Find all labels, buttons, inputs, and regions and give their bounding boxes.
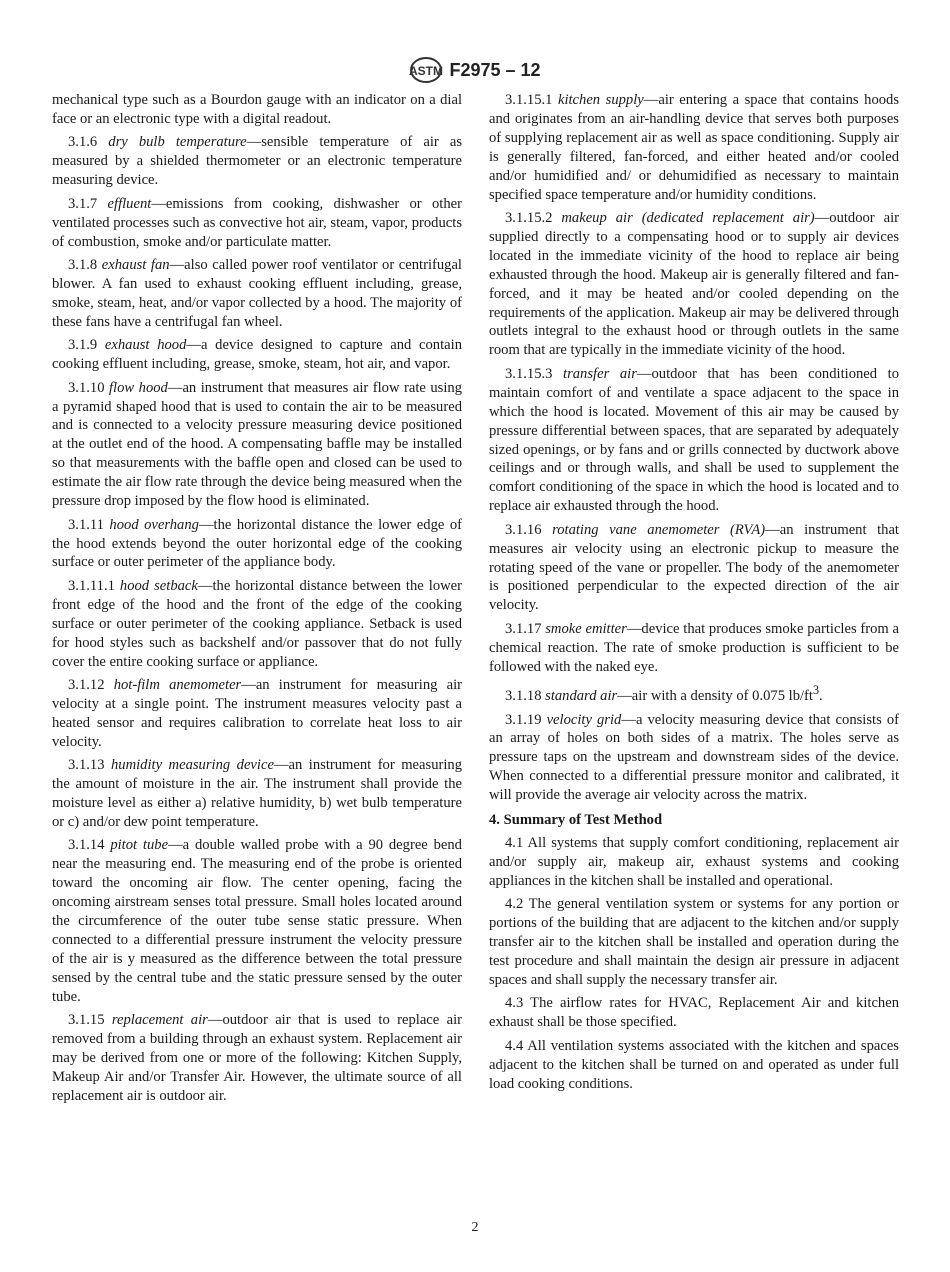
- definition-number: 3.1.15.3: [505, 365, 564, 382]
- definition-number: 3.1.18: [505, 688, 546, 705]
- section-paragraph: 4.2 The general ventilation system or systems for any portion or portions of the building that are adjacent to the kitchen and/or supply transfer air to the kitchen shall be installed and operation during the test procedure and shall maintain the design air pressure in adjacent spaces and shall supply the necessary transfer air.: [489, 896, 899, 988]
- definition-text: —a double walled probe with a 90 degree bend near the measuring end. The measuring end of the probe is oriented toward the oncoming air flow. The center opening, facing the oncoming airstream senses total pressure. Small holes located around the circumference of the outer tube sense static pressure. When connected to a differential pressure instrument the velocity pressure of the air is y measured as the difference between the total pressure sensed by the central tube and the static pressure sensed by the outer tube.: [52, 837, 462, 1005]
- section-heading: 4. Summary of Test Method: [489, 812, 663, 829]
- definition-term: smoke emitter: [545, 620, 627, 637]
- definition-number: 3.1.19: [505, 711, 547, 728]
- definition-paragraph: [52, 195, 462, 252]
- definition-number: 3.1.15.1: [505, 92, 558, 108]
- definition-paragraph: [52, 1011, 462, 1106]
- section-paragraph: 4.1 All systems that supply comfort conditioning, replacement air and/or supply air, makeup air, exhaust systems and cooking appliances in the kitchen shall be installed and operational.: [489, 834, 899, 889]
- definition-number: 3.1.15: [68, 1012, 112, 1029]
- definition-text: —also called power roof ventilator or centrifugal blower. A fan used to exhaust cooking effluent including, grease, smoke, steam, heat, and/or vapor collected by a hood. The majority of these fans have a centrifugal fan wheel.: [52, 257, 462, 330]
- definition-number: 3.1.9: [68, 337, 105, 354]
- page-number: 2: [471, 1220, 479, 1235]
- definition-paragraph: [489, 681, 899, 706]
- definition-number: 3.1.15.2: [505, 210, 562, 227]
- definition-text: —outdoor air supplied directly to a compensating hood or to supply air devices located in the immediate vicinity of the hood to replace air being exhausted through the hood. Makeup air is generally filtered and fan-forced, and it may be heated and/or cooled depending on the requirements of the application. Makeup air may be delivered through outlets integral to the exhaust hood or through outlets in the same room that are typically in the immediate vicinity of the hood.: [489, 210, 900, 359]
- definition-number: 3.1.6: [68, 134, 109, 151]
- definition-term: dry bulb temperature: [108, 134, 247, 151]
- definition-text: —a device designed to capture and contain cooking effluent including, grease, smoke, steam, hot air, and vapor.: [52, 337, 462, 373]
- definition-term: rotating vane anemometer (RVA): [552, 521, 766, 538]
- definition-number: 3.1.16: [505, 521, 553, 538]
- definition-text: —sensible temperature of air as measured by a shielded thermometer or an electronic temperature measuring device.: [52, 134, 463, 189]
- svg-text:ASTM: ASTM: [409, 64, 444, 78]
- definition-paragraph: [52, 256, 462, 332]
- page-header: [0, 56, 950, 84]
- definition-number: 3.1.7: [68, 195, 108, 212]
- definition-paragraph: [52, 516, 462, 573]
- definition-text: —air entering a space that contains hoods and originates from an air-handling device that serves both purposes of supplying replacement air as well as space conditioning. Supply air is generally filtered, fan-forced, and either heated and/or cooled and/or humidified and/ or dehumidified as necessary to maintain specified space temperature and/or humidity conditions.: [489, 92, 900, 203]
- definition-paragraph: [52, 336, 462, 374]
- definition-term: flow hood: [109, 379, 168, 396]
- definition-term: exhaust fan: [101, 257, 170, 274]
- definition-paragraph: [52, 676, 462, 752]
- definition-text: mechanical type such as a Bourdon gauge with an indicator on a dial face or an electronic type with a digital readout.: [52, 92, 462, 127]
- definition-paragraph: [489, 711, 899, 806]
- definition-term: effluent: [107, 195, 152, 212]
- definition-text: —the horizontal distance the lower edge of the hood extends beyond the outer horizontal edge of the cooking surface or outer perimeter of the appliance body.: [52, 516, 462, 571]
- astm-logo-icon: [409, 56, 443, 84]
- definition-text: —an instrument that measures air flow rate using a pyramid shaped hood that is used to contain the air to be measured and is connected to a velocity pressure measuring device positioned at the outlet end of the hood. A compensating baffle may be installed so that measurements with the baffle open and closed can be used to estimate the air flow rate through the device being measured when the pressure drop imposed by the flow hood is eliminated.: [52, 379, 462, 510]
- definition-term: hood overhang: [109, 516, 199, 533]
- definition-paragraph: [52, 577, 462, 672]
- definition-paragraph: [52, 91, 462, 129]
- definition-text: —device that produces smoke particles from a chemical reaction. The rate of smoke production is sufficient to be followed with the naked eye.: [489, 620, 899, 675]
- definition-paragraph: [52, 133, 462, 190]
- definition-paragraph: [489, 209, 899, 360]
- definition-text: —an instrument that measures air velocity using an electronic pickup to measure the rotating speed of the vane or propeller. The body of the anemometer is positioned perpendicular to the expected direction of the air velocity.: [489, 521, 899, 614]
- definition-paragraph: [52, 836, 462, 1006]
- definition-term: replacement air: [111, 1012, 208, 1029]
- definition-term: hood setback: [119, 577, 198, 594]
- definition-tail: .: [819, 688, 823, 705]
- definition-paragraph: [489, 91, 899, 204]
- definition-paragraph: [52, 379, 462, 511]
- left-column: [52, 91, 462, 1110]
- definition-paragraph: [489, 620, 899, 677]
- definition-term: standard air: [545, 688, 618, 705]
- section-paragraph: 4.3 The airflow rates for HVAC, Replacement Air and kitchen exhaust shall be those specified.: [489, 995, 899, 1031]
- definition-number: 3.1.8: [68, 257, 102, 274]
- definition-number: 3.1.12: [68, 677, 114, 694]
- definition-number: 3.1.11.1: [68, 577, 120, 594]
- definition-term: transfer air: [563, 365, 637, 382]
- definition-paragraph: [489, 365, 899, 516]
- definition-term: velocity grid: [546, 711, 622, 728]
- definition-number: 3.1.17: [505, 620, 546, 637]
- definition-term: humidity measuring device: [110, 757, 274, 774]
- definition-paragraph: [489, 521, 899, 616]
- definition-text: —outdoor air that is used to replace air removed from a building through an exhaust system. Replacement air may be derived from one or more of the following: Kitchen Supply, Makeup Air and/or Transfer Air. However, the ultimate source of all replacement air is outdoor air.: [52, 1012, 463, 1104]
- right-column: [489, 91, 899, 1098]
- definition-term: exhaust hood: [104, 337, 187, 354]
- definition-number: 3.1.10: [68, 379, 109, 396]
- definition-text: —an instrument for measuring the amount of moisture in the air. The instrument shall provide the moisture level as either a) relative humidity, b) wet bulb temperature or c) and/or dew point temperature.: [52, 757, 462, 830]
- definition-text: —air with a density of 0.075 lb/ft: [617, 688, 813, 705]
- definition-number: 3.1.14: [68, 837, 111, 854]
- definition-text: —a velocity measuring device that consists of an array of holes on both sides of a matrix. The holes serve as pressure taps on the upstream and downstream sides of the device. When connected to a differential pressure monitor and calibrated, it will provide the average air velocity across the matrix.: [489, 711, 899, 804]
- definition-number: 3.1.11: [68, 516, 110, 533]
- definition-term: makeup air (dedicated replacement air): [561, 210, 815, 227]
- definition-text: —an instrument for measuring air velocity at a single point. The instrument measures velocity past a heated sensor and requires calibration to correlate heat loss to air velocity.: [52, 677, 462, 750]
- document-id: F2975 – 12: [449, 59, 541, 80]
- definition-text: —emissions from cooking, dishwasher or other ventilated processes such as convective hot air, steam, vapor, products of combustion, smoke and/or particulate matter.: [52, 195, 462, 250]
- definition-text: —outdoor that has been conditioned to maintain comfort of and ventilate a space adjacent to the space in which the hood is located. Movement of this air may be caused by pressure differential between spaces, that are separated by adequately sized openings, or by fans and or grills connected by ductwork above ceilings and or through walls, and shall be used to supplement the comfort conditioning of the space in which the hood is located and to replace air exhausted through the hood.: [489, 365, 900, 515]
- definition-paragraph: [52, 756, 462, 832]
- superscript: 3: [812, 683, 820, 698]
- definition-number: 3.1.13: [68, 757, 111, 774]
- definition-term: pitot tube: [110, 837, 169, 854]
- section-paragraph: 4.4 All ventilation systems associated with the kitchen and spaces adjacent to the kitchen shall be turned on and operated as under full load cooking conditions.: [489, 1037, 899, 1092]
- definition-term: hot-film anemometer: [113, 677, 242, 694]
- definition-term: kitchen supply: [557, 92, 644, 108]
- definition-text: —the horizontal distance between the lower front edge of the hood and the front of the edge of the cooking surface or outer perimeter of the cooking appliance. Setback is used for hood styles such as backshelf and/or passover that do not fully cover the entire cooking surface or appliance.: [52, 577, 462, 670]
